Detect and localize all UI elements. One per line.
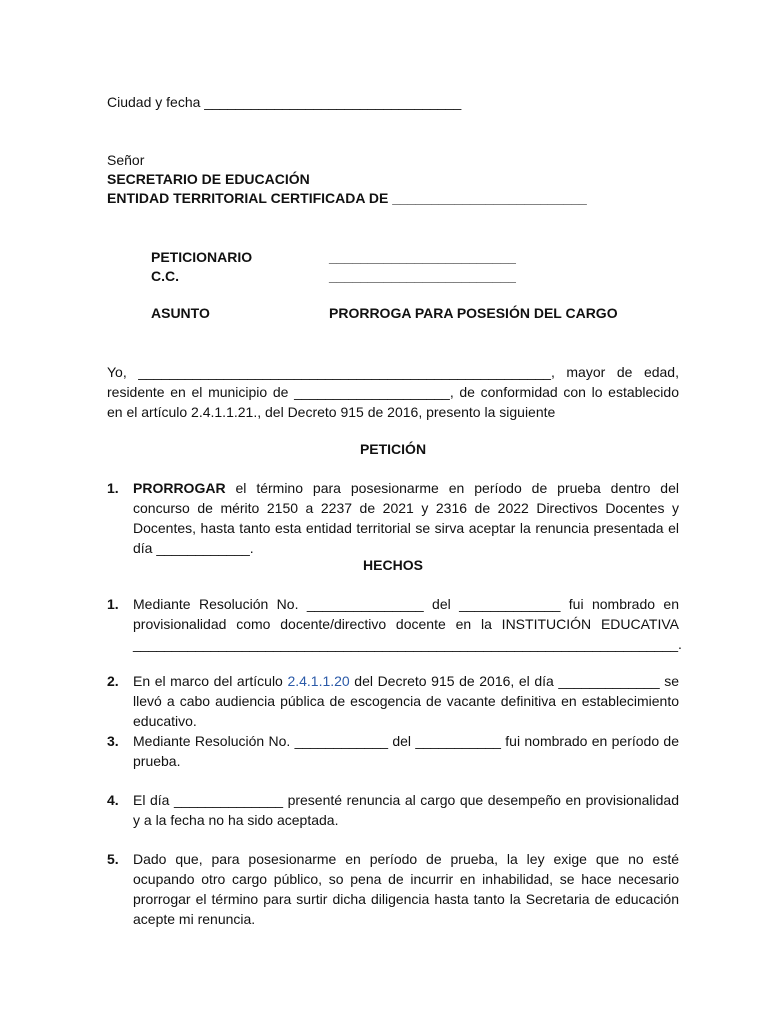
- hecho-text-pre: En el marco del artículo: [133, 673, 288, 689]
- item-number: 4.: [107, 792, 119, 808]
- peticion-text: el término para posesionarme en período de prueba dentro del concurso de mérito 2150 a 2237 de 2021 y 2316 de 2022 Directivos Docentes y Docentes, hasta tanto esta entidad territorial se sirva aceptar la renuncia presentada el día ____________.: [133, 480, 679, 556]
- petitioner-label: PETICIONARIO: [151, 249, 253, 265]
- hecho-text: Mediante Resolución No. _______________ del _____________ fui nombrado en provisionalidad como docente/directivo docente en la INSTITUCIÓN EDUCATIVA ______________________________________________________________________.: [133, 596, 682, 652]
- cc-label: C.C.: [151, 268, 179, 284]
- hecho-item-4: [107, 790, 679, 830]
- cc-line: ________________________: [329, 268, 516, 284]
- hecho-text: El día ______________ presenté renuncia al cargo que desempeño en provisionalidad y a la fecha no ha sido aceptada.: [133, 792, 679, 828]
- hecho-text-post: del Decreto 915 de 2016, el día _____________ se llevó a cabo audiencia pública de escogencia de vacante definitiva en establecimiento educativo.: [133, 673, 679, 729]
- subject-label: ASUNTO: [151, 305, 210, 321]
- hecho-item-3: [107, 731, 679, 771]
- subject-value: PRORROGA PARA POSESIÓN DEL CARGO: [329, 305, 618, 321]
- hechos-heading: HECHOS: [363, 557, 423, 573]
- hecho-item-2: [107, 671, 679, 731]
- recipient-title: SECRETARIO DE EDUCACIÓN: [107, 171, 310, 187]
- item-number: 1.: [107, 596, 119, 612]
- hecho-item-1: [107, 594, 682, 654]
- item-number: 2.: [107, 673, 119, 689]
- hecho-text: Dado que, para posesionarme en período de prueba, la ley exige que no esté ocupando otro cargo público, so pena de incurrir en inhabilidad, se hace necesario prorrogar el término para surtir dicha diligencia hasta tanto la Secretaria de educación acepte mi renuncia.: [133, 851, 679, 927]
- salutation: Señor: [107, 152, 145, 168]
- peticion-heading: PETICIÓN: [359, 441, 427, 457]
- hecho-text: Mediante Resolución No. ____________ del ___________ fui nombrado en período de prueba.: [133, 733, 679, 769]
- item-number: 5.: [107, 851, 119, 867]
- hecho-item-5: [107, 849, 679, 929]
- item-number: 3.: [107, 733, 119, 749]
- peticion-item: [107, 478, 679, 558]
- item-number: 1.: [107, 480, 119, 496]
- recipient-entity: ENTIDAD TERRITORIAL CERTIFICADA DE _________________________: [107, 190, 587, 206]
- peticion-lead: PRORROGAR: [133, 480, 226, 496]
- city-date-line: Ciudad y fecha _________________________________: [107, 94, 462, 110]
- intro-paragraph: Yo, _____________________________________________________, mayor de edad, residente en el municipio de ____________________, de conformidad con lo establecido en el artículo 2.4.1.1.21., del Decreto 915 de 2016, presento la siguiente: [107, 364, 679, 420]
- article-link[interactable]: 2.4.1.1.20: [287, 673, 350, 689]
- petitioner-line: ________________________: [329, 249, 516, 265]
